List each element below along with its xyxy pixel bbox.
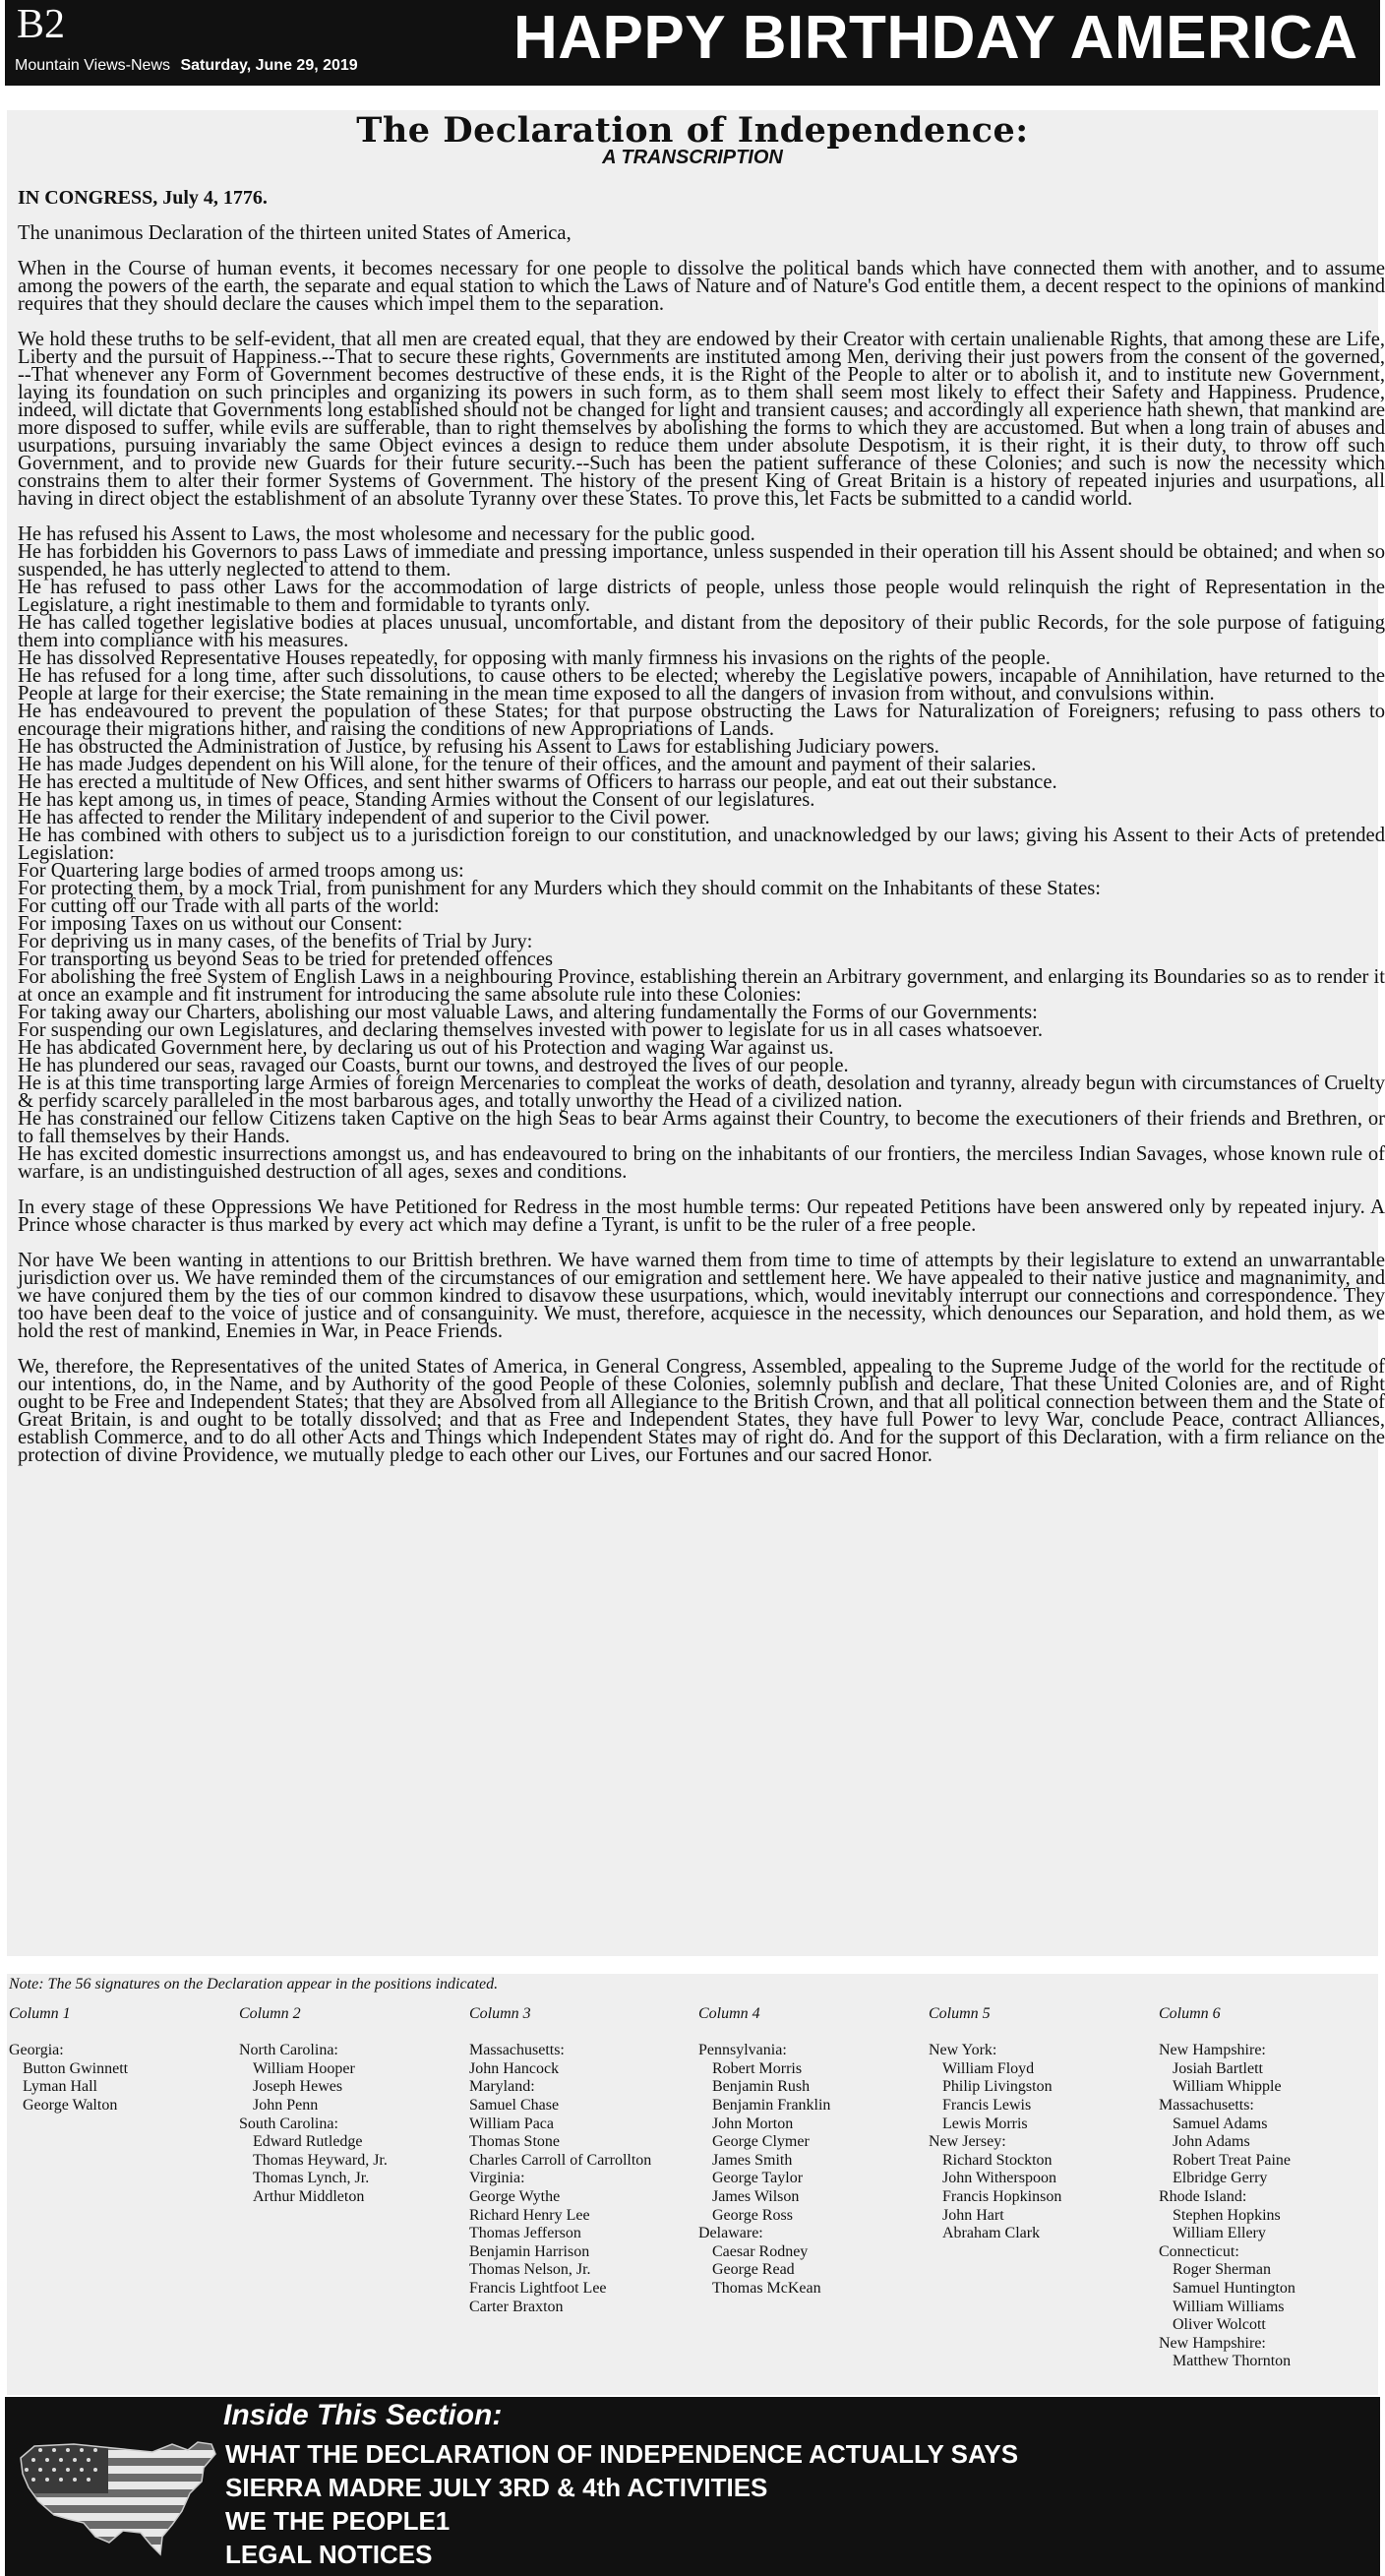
- signer-name: Caesar Rodney: [712, 2242, 809, 2260]
- signature-state: Rhode Island:: [1159, 2187, 1247, 2205]
- headline-activities: SIERRA MADRE JULY 3RD & 4th ACTIVITIES: [225, 2473, 768, 2502]
- signer-name: Richard Henry Lee: [469, 2206, 590, 2224]
- signer-name: Button Gwinnett: [23, 2059, 129, 2077]
- signer-name: Arthur Middleton: [253, 2187, 365, 2205]
- grievance-line: For imposing Taxes on us without our Consent:: [18, 913, 403, 935]
- section-banner: HAPPY BIRTHDAY AMERICA: [513, 4, 1358, 72]
- signature-column: [698, 2005, 830, 2299]
- signer-name: Elbridge Gerry: [1173, 2170, 1268, 2187]
- signer-name: Robert Treat Paine: [1173, 2151, 1291, 2169]
- signer-name: Lyman Hall: [23, 2078, 97, 2096]
- signature-column-heading: Column 2: [239, 2005, 301, 2022]
- signer-name: Joseph Hewes: [253, 2078, 343, 2096]
- signature-state: Delaware:: [698, 2225, 763, 2242]
- grievance-line: He has refused his Assent to Laws, the most wholesome and necessary for the public good.: [18, 523, 755, 545]
- signature-column: [469, 2005, 651, 2316]
- signer-name: William Williams: [1173, 2298, 1285, 2315]
- signature-state: Massachusetts:: [1159, 2096, 1254, 2114]
- signer-name: George Walton: [23, 2096, 118, 2114]
- signatures-note: Note: The 56 signatures on the Declaration appear in the positions indicated.: [9, 1976, 499, 1993]
- signatures-section: [7, 1974, 1378, 2395]
- signer-name: Lewis Morris: [942, 2115, 1028, 2132]
- signer-name: Oliver Wolcott: [1173, 2316, 1266, 2334]
- grievance-line: For suspending our own Legislatures, and declaring themselves invested with power to legislate for us in all cases whatsoever.: [18, 1019, 1044, 1041]
- signature-state: New Jersey:: [929, 2133, 1006, 2151]
- signer-name: William Whipple: [1173, 2078, 1282, 2096]
- grievance-line: He has forbidden his Governors to pass Laws of immediate and pressing importance, unless suspended in their operation till his Assent should be obtained; and when so suspended, he has utterly neglected to attend to them.: [18, 541, 1385, 581]
- signer-name: Philip Livingston: [942, 2078, 1053, 2096]
- grievance-line: For transporting us beyond Seas to be tried for pretended offences: [18, 949, 554, 970]
- issue-date: Saturday, June 29, 2019: [180, 57, 358, 74]
- signature-column: [929, 2005, 1061, 2243]
- signer-name: Thomas Stone: [469, 2133, 560, 2151]
- signer-name: Thomas McKean: [712, 2279, 821, 2297]
- signature-state: Pennsylvania:: [698, 2042, 787, 2059]
- paragraph-petitions: In every stage of these Oppressions We have Petitioned for Redress in the most humble terms: Our repeated Petitions have been answered only by repeated injury. A Prince whose character is thus marked by every act which may define a Tyrant, is unfit to be the ruler of a free people.: [18, 1196, 1385, 1236]
- signer-name: William Ellery: [1173, 2225, 1266, 2242]
- article-subtitle: A TRANSCRIPTION: [602, 147, 783, 168]
- grievance-line: He has dissolved Representative Houses repeatedly, for opposing with manly firmness his invasions on the rights of the people.: [18, 647, 1051, 669]
- signer-name: John Adams: [1173, 2133, 1250, 2151]
- signer-name: Charles Carroll of Carrollton: [469, 2151, 652, 2169]
- signer-name: Thomas Lynch, Jr.: [253, 2170, 370, 2187]
- signer-name: William Hooper: [253, 2059, 355, 2077]
- signature-state: New Hampshire:: [1159, 2042, 1266, 2059]
- inside-section-label: Inside This Section:: [223, 2399, 503, 2431]
- signature-state: New Hampshire:: [1159, 2334, 1266, 2352]
- grievance-line: He has constrained our fellow Citizens taken Captive on the high Seas to bear Arms against their Country, to become the executioners of their friends and Brethren, or to fall themselves by their Hands.: [18, 1108, 1385, 1147]
- signer-name: Abraham Clark: [942, 2225, 1041, 2242]
- signer-name: Edward Rutledge: [253, 2133, 363, 2151]
- grievance-line: He has refused to pass other Laws for the accommodation of large districts of people, unless those people would relinquish the right of Representation in the Legislature, a right inestimable to them and formidable to tyrants only.: [18, 577, 1385, 616]
- paragraph-truths: We hold these truths to be self-evident, that all men are created equal, that they are endowed by their Creator with certain unalienable Rights, that among these are Life, Liberty and the pursuit of Happiness.--That to secure these rights, Governments are instituted among Men, deriving their just powers from the consent of the governed, --That whenever any Form of Government becomes destructive of these ends, it is the Right of the People to alter or to abolish it, and to institute new Government, laying its foundation on such principles and organizing its powers in such form, as to them shall seem most likely to effect their Safety and Happiness. Prudence, indeed, will dictate that Governments long established should not be changed for light and transient causes; and accordingly all experience hath shewn, that mankind are more disposed to suffer, while evils are sufferable, than to right themselves by abolishing the forms to which they are accustomed. But when a long train of abuses and usurpations, pursuing invariably the same Object evinces a design to reduce them under absolute Despotism, it is their right, it is their duty, to throw off such Government, and to provide new Guards for their future security.--Such has been the patient sufferance of these Colonies; and such is now the necessity which constrains them to alter their former Systems of Government. The history of the present King of Great Britain is a history of repeated injuries and usurpations, all having in direct object the establishment of an absolute Tyranny over these States. To prove this, let Facts be submitted to a candid world.: [18, 329, 1385, 510]
- grievance-line: He is at this time transporting large Armies of foreign Mercenaries to compleat the works of death, desolation and tyranny, already begun with circumstances of Cruelty & perfidy scarcely paralleled in the most barbarous ages, and totally unworthy the Head of a civilized nation.: [18, 1073, 1385, 1112]
- signer-name: Carter Braxton: [469, 2298, 564, 2315]
- grievance-line: He has affected to render the Military independent of and superior to the Civil power.: [18, 807, 710, 828]
- paper-name: Mountain Views-News: [15, 57, 170, 74]
- signature-state: New York:: [929, 2042, 997, 2059]
- grievance-line: He has endeavoured to prevent the population of these States; for that purpose obstructing the Laws for Naturalization of Foreigners; refusing to pass others to encourage their migrations hither, and raising the conditions of new Appropriations of Lands.: [18, 701, 1385, 740]
- signer-name: James Smith: [712, 2151, 793, 2169]
- grievance-line: He has plundered our seas, ravaged our Coasts, burnt our towns, and destroyed the lives of our people.: [18, 1055, 849, 1076]
- signature-state: Maryland:: [469, 2078, 535, 2096]
- headline-legal-notices: LEGAL NOTICES: [225, 2540, 433, 2569]
- signer-name: Samuel Huntington: [1173, 2279, 1295, 2297]
- grievance-line: He has combined with others to subject us to a jurisdiction foreign to our constitution, and unacknowledged by our laws; giving his Assent to their Acts of pretended Legislation:: [18, 825, 1385, 864]
- grievance-line: For taking away our Charters, abolishing our most valuable Laws, and altering fundamentally the Forms of our Governments:: [18, 1002, 1038, 1023]
- signer-name: George Read: [712, 2261, 795, 2279]
- signer-name: Thomas Heyward, Jr.: [253, 2151, 388, 2169]
- grievance-line: He has refused for a long time, after such dissolutions, to cause others to be elected; whereby the Legislative powers, incapable of Annihilation, have returned to the People at large for their exercise; the State remaining in the mean time exposed to all the dangers of invasion from without, and convulsions within.: [18, 665, 1385, 705]
- paragraph-conclusion: We, therefore, the Representatives of the united States of America, in General Congress, Assembled, appealing to the Supreme Judge of the world for the rectitude of our intentions, do, in the Name, and by Authority of the good People of these Colonies, solemnly publish and declare, That these United Colonies are, and of Right ought to be Free and Independent States; that they are Absolved from all Allegiance to the British Crown, and that all political connection between them and the State of Great Britain, is and ought to be totally dissolved; and that as Free and Independent States, they have full Power to levy War, conclude Peace, contract Alliances, establish Commerce, and to do all other Acts and Things which Independent States may of right do. And for the support of this Declaration, with a firm reliance on the protection of divine Providence, we mutually pledge to each other our Lives, our Fortunes and our sacred Honor.: [18, 1356, 1385, 1466]
- paragraph-brethren: Nor have We been wanting in attentions to our Brittish brethren. We have warned them from time to time of attempts by their legislature to extend an unwarrantable jurisdiction over us. We have reminded them of the circumstances of our emigration and settlement here. We have appealed to their native justice and magnanimity, and we have conjured them by the ties of our common kindred to disavow these usurpations, which, would inevitably interrupt our connections and correspondence. They too have been deaf to the voice of justice and of consanguinity. We must, therefore, acquiesce in the necessity, which denounces our Separation, and hold them, as we hold the rest of mankind, Enemies in War, in Peace Friends.: [18, 1250, 1385, 1342]
- grievance-line: He has erected a multitude of New Offices, and sent hither swarms of Officers to harrass our people, and eat out their substance.: [18, 771, 1057, 793]
- us-flag-map-icon: [15, 2428, 221, 2566]
- declaration-article: [7, 110, 1385, 1956]
- paper-dateline: [15, 57, 358, 75]
- grievance-line: He has called together legislative bodies at places unusual, uncomfortable, and distant from the depository of their public Records, for the sole purpose of fatiguing them into compliance with his measures.: [18, 612, 1385, 651]
- page-header: [5, 0, 1380, 86]
- grievance-line: He has made Judges dependent on his Will alone, for the tenure of their offices, and the amount and payment of their salaries.: [18, 754, 1037, 775]
- signature-state: South Carolina:: [239, 2115, 338, 2132]
- grievance-line: He has abdicated Government here, by declaring us out of his Protection and waging War against us.: [18, 1037, 834, 1059]
- signer-name: Francis Hopkinson: [942, 2187, 1062, 2205]
- section-number: B2: [17, 2, 66, 47]
- paragraph-preamble: When in the Course of human events, it becomes necessary for one people to dissolve the political bands which have connected them with another, and to assume among the powers of the earth, the separate and equal station to which the Laws of Nature and of Nature's God entitle them, a decent respect to the opinions of mankind requires that they should declare the causes which impel them to the separation.: [18, 258, 1385, 315]
- grievance-line: For protecting them, by a mock Trial, from punishment for any Murders which they should commit on the Inhabitants of these States:: [18, 878, 1102, 899]
- signer-name: George Taylor: [712, 2170, 804, 2187]
- signer-name: George Ross: [712, 2206, 793, 2224]
- intro-line: The unanimous Declaration of the thirteen united States of America,: [18, 222, 572, 244]
- signer-name: William Floyd: [942, 2059, 1035, 2077]
- signature-column-heading: Column 6: [1159, 2005, 1221, 2022]
- article-title: The Declaration of Independence:: [356, 110, 1029, 151]
- signer-name: Francis Lightfoot Lee: [469, 2279, 607, 2297]
- congress-line: IN CONGRESS, July 4, 1776.: [18, 187, 268, 209]
- signer-name: Francis Lewis: [942, 2096, 1032, 2114]
- signer-name: Thomas Nelson, Jr.: [469, 2261, 591, 2279]
- headline-we-the-people: WE THE PEOPLE1: [225, 2506, 451, 2536]
- signer-name: Benjamin Rush: [712, 2078, 811, 2096]
- grievance-line: He has kept among us, in times of peace, Standing Armies without the Consent of our legislatures.: [18, 789, 815, 811]
- signer-name: Stephen Hopkins: [1173, 2206, 1281, 2224]
- section-footer: [5, 2397, 1380, 2576]
- signature-column-heading: Column 5: [929, 2005, 991, 2022]
- signer-name: James Wilson: [712, 2187, 800, 2205]
- signer-name: John Hart: [942, 2206, 1004, 2224]
- signer-name: John Morton: [712, 2115, 794, 2132]
- grievance-line: For cutting off our Trade with all parts of the world:: [18, 895, 440, 917]
- grievance-line: For depriving us in many cases, of the benefits of Trial by Jury:: [18, 931, 533, 952]
- signer-name: Robert Morris: [712, 2059, 803, 2077]
- signer-name: Benjamin Franklin: [712, 2096, 831, 2114]
- signer-name: Thomas Jefferson: [469, 2225, 581, 2242]
- signer-name: Roger Sherman: [1173, 2261, 1271, 2279]
- grievance-line: For abolishing the free System of English Laws in a neighbouring Province, establishing therein an Arbitrary government, and enlarging its Boundaries so as to render it at once an example and fit instrument for introducing the same absolute rule into these Colonies:: [18, 966, 1385, 1006]
- signer-name: George Wythe: [469, 2187, 561, 2205]
- signer-name: John Penn: [253, 2096, 319, 2114]
- signer-name: John Hancock: [469, 2059, 560, 2077]
- signature-column-heading: Column 1: [9, 2005, 71, 2022]
- signer-name: Josiah Bartlett: [1173, 2059, 1263, 2077]
- signature-column-heading: Column 4: [698, 2005, 760, 2022]
- signature-column: [1159, 2005, 1295, 2371]
- signature-state: Massachusetts:: [469, 2042, 565, 2059]
- signer-name: Benjamin Harrison: [469, 2242, 590, 2260]
- grievance-line: He has excited domestic insurrections amongst us, and has endeavoured to bring on the inhabitants of our frontiers, the merciless Indian Savages, whose known rule of warfare, is an undistinguished destruction of all ages, sexes and conditions.: [18, 1143, 1385, 1183]
- grievance-line: For Quartering large bodies of armed troops among us:: [18, 860, 464, 882]
- signature-state: Virginia:: [469, 2170, 525, 2187]
- signature-column: [239, 2005, 388, 2207]
- signer-name: Samuel Adams: [1173, 2115, 1268, 2132]
- signature-state: Georgia:: [9, 2042, 64, 2059]
- signature-column: [9, 2005, 128, 2116]
- grievance-line: He has obstructed the Administration of Justice, by refusing his Assent to Laws for establishing Judiciary powers.: [18, 736, 939, 758]
- signature-state: North Carolina:: [239, 2042, 338, 2059]
- signer-name: Samuel Chase: [469, 2096, 560, 2114]
- signature-state: Connecticut:: [1159, 2242, 1239, 2260]
- headline-declaration: WHAT THE DECLARATION OF INDEPENDENCE ACTUALLY SAYS: [225, 2439, 1019, 2469]
- grievance-list: [18, 525, 1385, 1181]
- signer-name: John Witherspoon: [942, 2170, 1056, 2187]
- signer-name: Richard Stockton: [942, 2151, 1053, 2169]
- signer-name: William Paca: [469, 2115, 554, 2132]
- signature-column-heading: Column 3: [469, 2005, 531, 2022]
- signer-name: Matthew Thornton: [1173, 2353, 1292, 2370]
- article-body: [18, 179, 1385, 1464]
- signer-name: George Clymer: [712, 2133, 810, 2151]
